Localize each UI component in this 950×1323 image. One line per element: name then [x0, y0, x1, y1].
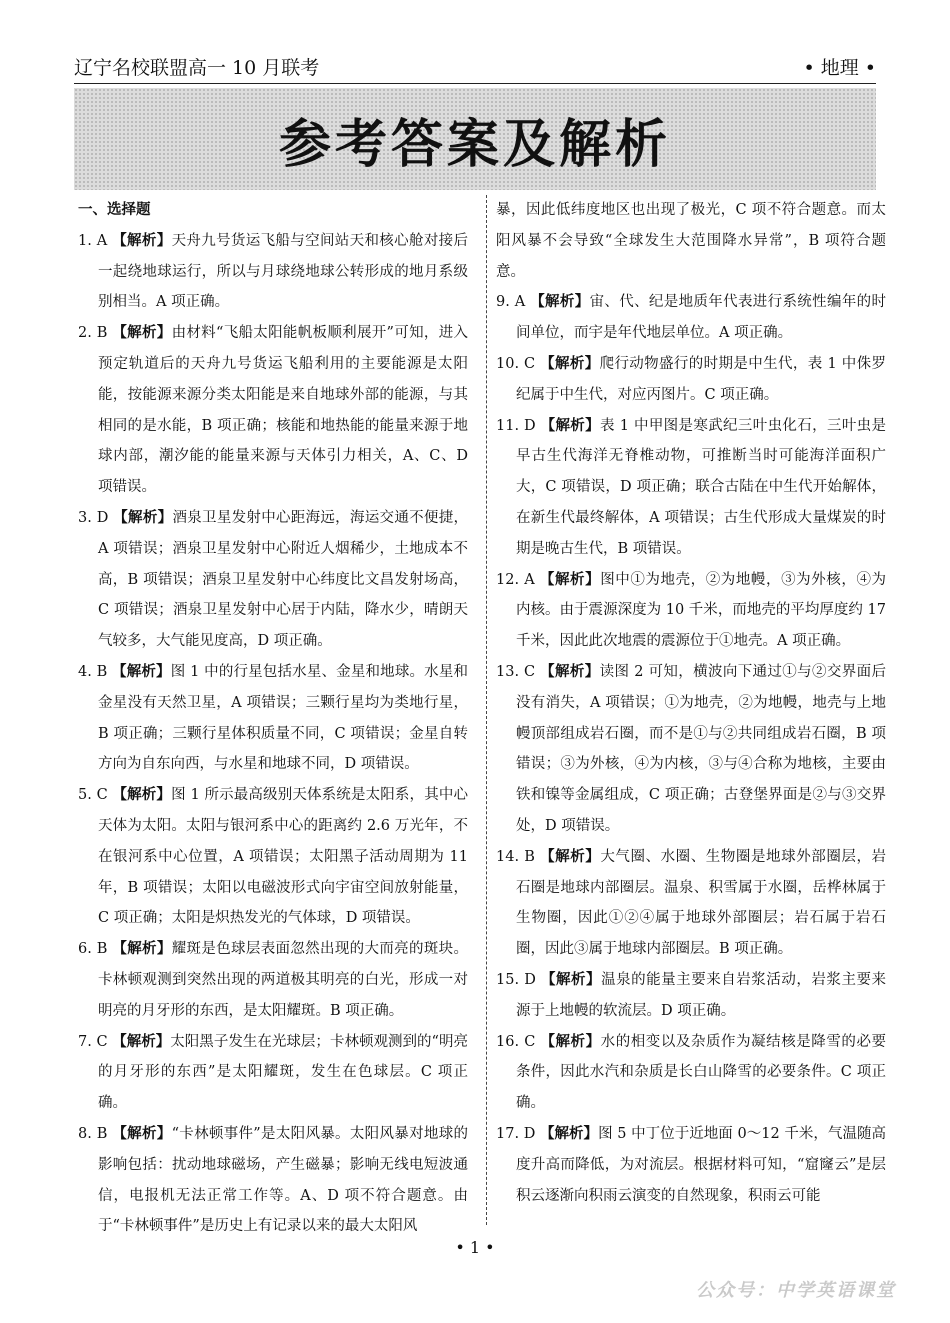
answer-number: 1. A [78, 232, 113, 249]
analysis-text: 天舟九号货运飞船与空间站天和核心舱对接后一起绕地球运行，所以与月球绕地球公转形成的地月系级别相当。A 项正确。 [98, 232, 468, 311]
section-title: 一、选择题 [78, 202, 151, 218]
answer-number: 12. A [496, 571, 540, 588]
subject-label: • 地理 • [803, 57, 876, 79]
watermark: 公众号：中学英语课堂 [696, 1280, 896, 1301]
answer-number: 3. D [78, 509, 114, 526]
answer-item [496, 842, 886, 965]
answer-item [78, 1027, 468, 1119]
analysis-tag: 【解析】 [540, 971, 602, 988]
analysis-text: 读图 2 可知，横波向下通过①与②交界面后没有消失，A 项错误；①为地壳，②为地幔，地壳与上地幔顶部组成岩石圈，而不是①与②共同组成岩石圈，B 项错误；③为外核，④为内核，③与④合称为地核，主要由铁和镍等金属组成，C 项正确；古登堡界面是②与③交界处，D 项错误。 [516, 663, 886, 834]
analysis-text: 图 5 中丁位于近地面 0～12 千米，气温随高度升高而降低，为对流层。根据材料可知，“窟窿云”是层积云逐渐向积雨云演变的自然现象，积雨云可能 [516, 1125, 887, 1204]
answer-item [496, 565, 886, 657]
page-title: 参考答案及解析 [278, 114, 671, 175]
answer-number: 13. C [496, 663, 541, 680]
answer-number: 11. D [496, 417, 541, 434]
answer-number: 14. B [496, 848, 541, 865]
page-header [74, 50, 876, 80]
answer-item [496, 1119, 886, 1211]
analysis-text: 水的相变以及杂质作为凝结核是降雪的必要条件，因此水汽和杂质是长白山降雪的必要条件。C 项正确。 [516, 1033, 886, 1112]
answer-item [496, 349, 886, 411]
analysis-tag: 【解析】 [112, 232, 172, 249]
answer-item [496, 287, 886, 349]
answer-item [78, 503, 468, 657]
left-answer-list [78, 226, 468, 1242]
analysis-text: “卡林顿事件”是太阳风暴。太阳风暴对地球的影响包括：扰动地球磁场，产生磁暴；影响无线电短波通信，电报机无法正常工作等。A、D 项不符合题意。由于“卡林顿事件”是历史上有记录以来的最大太阳风 [98, 1125, 469, 1235]
right-answer-list [496, 287, 886, 1211]
analysis-text: 大气圈、水圈、生物圈是地球外部圈层，岩石圈是地球内部圈层。温泉、积雪属于水圈，岳桦林属于生物圈，因此①②④属于地球外部圈层；岩石属于岩石圈，因此③属于地球内部圈层。B 项正确。 [516, 848, 887, 958]
answer-item [496, 411, 886, 565]
answer-item [496, 965, 886, 1027]
answer-item [496, 1027, 886, 1119]
answer-number: 8. B [78, 1125, 113, 1142]
answer-number: 15. D [496, 971, 541, 988]
left-column [78, 195, 468, 1242]
analysis-tag: 【解析】 [112, 1125, 172, 1142]
answer-number: 16. C [496, 1033, 541, 1050]
answer-item [78, 657, 468, 780]
analysis-tag: 【解析】 [540, 663, 600, 680]
analysis-text: 爬行动物盛行的时期是中生代，表 1 中侏罗纪属于中生代，对应丙图片。C 项正确。 [516, 355, 886, 403]
answer-number: 6. B [78, 941, 113, 958]
answer-number: 2. B [78, 325, 113, 342]
continuation-text: 暴，因此低纬度地区也出现了极光，C 项不符合题意。而太阳风暴不会导致“全球发生大范围降水异常”，B 项符合题意。 [496, 202, 886, 280]
answer-number: 17. D [496, 1125, 540, 1142]
column-divider [486, 195, 487, 1225]
analysis-text: 太阳黑子发生在光球层；卡林顿观测到的“明亮的月牙形的东西”是太阳耀斑，发生在色球层。C 项正确。 [98, 1033, 469, 1112]
exam-title: 辽宁名校联盟高一 10 月联考 [74, 57, 320, 79]
analysis-tag: 【解析】 [112, 663, 171, 680]
answer-number: 4. B [78, 663, 113, 680]
page-number: • 1 • [455, 1238, 495, 1257]
analysis-tag: 【解析】 [530, 294, 590, 311]
analysis-text: 表 1 中甲图是寒武纪三叶虫化石，三叶虫是早古生代海洋无脊椎动物，可推断当时可能海洋面积广大，C 项错误，D 项正确；联合古陆在中生代开始解体，在新生代最终解体，A 项错误；古生代形成大量煤炭的时期是晚古生代，B 项错误。 [516, 417, 887, 557]
analysis-tag: 【解析】 [539, 571, 601, 588]
answer-number: 7. C [78, 1033, 113, 1050]
answer-item [78, 934, 468, 1026]
answer-item [78, 780, 468, 934]
analysis-tag: 【解析】 [540, 355, 600, 372]
analysis-tag: 【解析】 [113, 509, 173, 526]
answer-item [78, 226, 468, 318]
analysis-tag: 【解析】 [112, 325, 172, 342]
answer-number: 9. A [496, 294, 531, 311]
header-rule [74, 83, 876, 84]
answer-item [78, 1119, 468, 1242]
answer-item [496, 657, 886, 842]
right-column [496, 195, 886, 1211]
title-banner [74, 88, 876, 190]
analysis-text: 图 1 所示最高级别天体系统是太阳系，其中心天体为太阳。太阳与银河系中心的距离约 2.6 万光年，不在银河系中心位置，A 项错误；太阳黑子活动周期为 11 年，B 项错误；太阳以电磁波形式向宇宙空间放射能量，C 项正确；太阳是炽热发光的气体球，D 项错误。 [98, 787, 468, 927]
answer-number: 10. C [496, 355, 541, 372]
analysis-tag: 【解析】 [112, 941, 172, 958]
analysis-text: 宙、代、纪是地质年代表进行系统性编年的时间单位，而宇是年代地层单位。A 项正确。 [516, 294, 886, 342]
analysis-text: 耀斑是色球层表面忽然出现的大而亮的斑块。卡林顿观测到突然出现的两道极其明亮的白光，形成一对明亮的月牙形的东西，是太阳耀斑。B 项正确。 [98, 941, 468, 1019]
analysis-tag: 【解析】 [540, 1033, 601, 1050]
analysis-tag: 【解析】 [112, 1033, 171, 1050]
analysis-tag: 【解析】 [112, 787, 172, 804]
analysis-text: 温泉的能量主要来自岩浆活动，岩浆主要来源于上地幔的软流层。D 项正确。 [516, 971, 887, 1019]
analysis-tag: 【解析】 [539, 1125, 599, 1142]
analysis-text: 酒泉卫星发射中心距海远，海运交通不便捷，A 项错误；酒泉卫星发射中心附近人烟稀少，土地成本不高，B 项错误；酒泉卫星发射中心纬度比文昌发射场高，C 项错误；酒泉卫星发射中心居于内陆，降水少，晴朗天气较多，大气能见度高，D 项正确。 [98, 509, 468, 650]
analysis-text: 图 1 中的行星包括水星、金星和地球。水星和金星没有天然卫星，A 项错误；三颗行星均为类地行星，B 项正确；三颗行星体积质量不同，C 项错误；金星自转方向为自东向西，与水星和地球不同，D 项错误。 [98, 663, 468, 773]
answer-number: 5. C [78, 787, 113, 804]
analysis-tag: 【解析】 [540, 848, 601, 865]
analysis-tag: 【解析】 [540, 417, 600, 434]
analysis-text: 由材料“飞船太阳能帆板顺利展开”可知，进入预定轨道后的天舟九号货运飞船利用的主要能源是太阳能，按能源来源分类太阳能是来自地球外部的能源，与其相同的是水能，B 项正确；核能和地热能的能量来源于地球内部，潮汐能的能量来源与天体引力相关，A、C、D 项错误。 [98, 325, 469, 496]
answer-item [78, 318, 468, 503]
analysis-text: 图中①为地壳，②为地幔，③为外核，④为内核。由于震源深度为 10 千米，而地壳的平均厚度约 17 千米，因此此次地震的震源位于①地壳。A 项正确。 [516, 571, 887, 650]
